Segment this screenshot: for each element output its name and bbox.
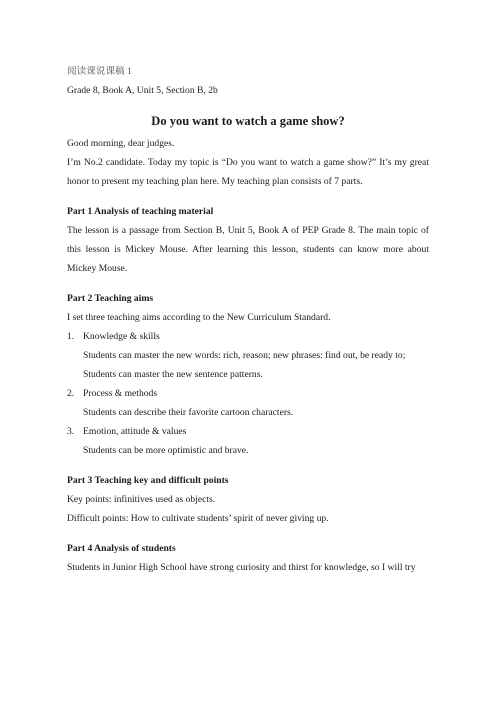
aim-title: Emotion, attitude & values: [83, 426, 187, 437]
aim-detail: Students can describe their favorite cartoon characters.: [83, 407, 294, 418]
aim-number: 1.: [67, 331, 75, 342]
aim-title: Knowledge & skills: [83, 331, 160, 342]
aim-detail: Students can be more optimistic and brave.: [83, 445, 249, 456]
document-title: Do you want to watch a game show?: [151, 114, 345, 128]
grade-info: Grade 8, Book A, Unit 5, Section B, 2b: [67, 85, 218, 96]
aim-detail: Students can master the new sentence patterns.: [83, 369, 263, 380]
part1-paragraph: The lesson is a passage from Section B, Unit 5, Book A of PEP Grade 8. The main topic of this lesson is Mickey Mouse. After learning this lesson, students can know more about Mickey Mouse.: [67, 225, 429, 274]
part3-heading: Part 3 Teaching key and difficult points: [67, 475, 229, 486]
aim-item-1: [67, 327, 429, 346]
aim-number: 3.: [67, 426, 75, 437]
part4-paragraph: Students in Junior High School have strong curiosity and thirst for knowledge, so I will try: [67, 562, 416, 573]
document-label: 阅读课说课稿 1: [67, 66, 132, 77]
difficult-points: Difficult points: How to cultivate students’ spirit of never giving up.: [67, 513, 329, 524]
aim-item-3: [67, 422, 429, 441]
part1-heading: Part 1 Analysis of teaching material: [67, 206, 214, 217]
part4-heading: Part 4 Analysis of students: [67, 543, 176, 554]
document-page: [67, 62, 429, 577]
part2-intro: I set three teaching aims according to the New Curriculum Standard.: [67, 312, 331, 323]
aim-title: Process & methods: [83, 388, 158, 399]
key-points: Key points: infinitives used as objects.: [67, 494, 216, 505]
aim-detail: Students can master the new words: rich, reason; new phrases: find out, be ready to;: [83, 350, 406, 361]
intro-paragraph: I’m No.2 candidate. Today my topic is “Do you want to watch a game show?” It’s my great honor to present my teaching plan here. My teaching plan consists of 7 parts.: [67, 157, 429, 187]
aim-item-2: [67, 384, 429, 403]
aim-number: 2.: [67, 388, 75, 399]
part2-heading: Part 2 Teaching aims: [67, 293, 154, 304]
greeting: Good morning, dear judges.: [67, 138, 175, 149]
